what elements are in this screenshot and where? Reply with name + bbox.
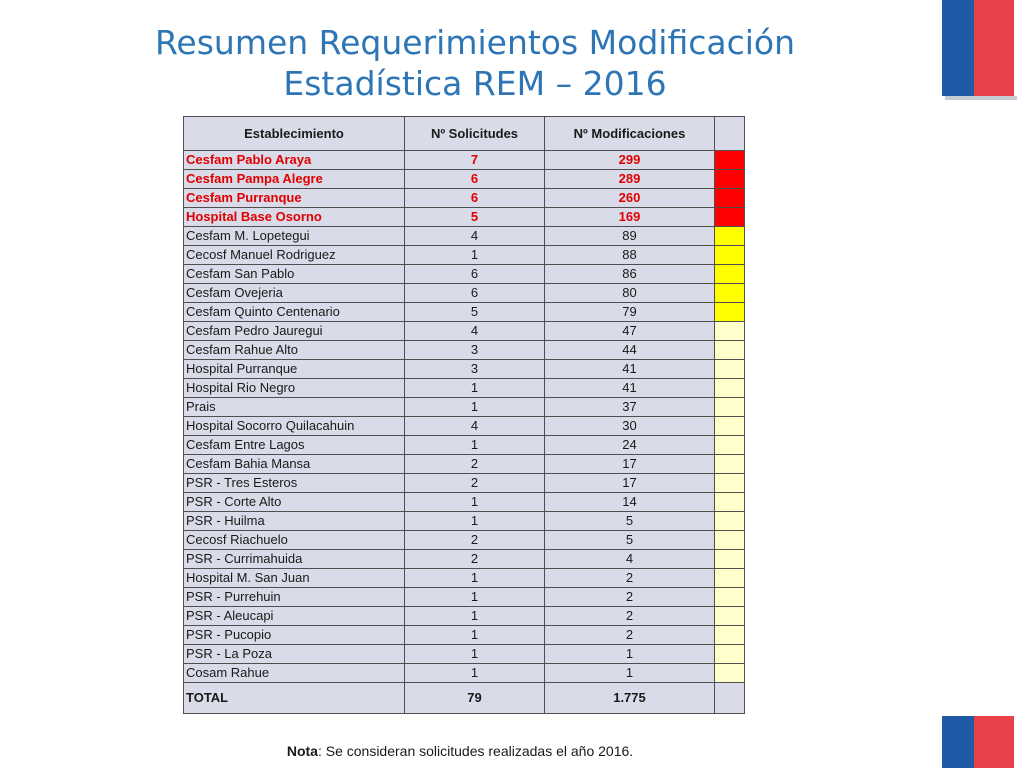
- level-indicator-cell: [715, 360, 745, 379]
- level-indicator-cell: [715, 189, 745, 208]
- cell-establecimiento: Cosam Rahue: [184, 664, 405, 683]
- cell-establecimiento: Cesfam Ovejeria: [184, 284, 405, 303]
- cell-establecimiento: Cesfam Entre Lagos: [184, 436, 405, 455]
- slide-title: [0, 22, 950, 104]
- flag-decoration-bottom: [942, 716, 1014, 768]
- table-row: [184, 170, 745, 189]
- level-indicator-cell: [715, 151, 745, 170]
- level-indicator-cell: [715, 303, 745, 322]
- cell-modificaciones: 299: [545, 151, 715, 170]
- cell-modificaciones: 1: [545, 664, 715, 683]
- level-indicator-cell: [715, 227, 745, 246]
- level-indicator-cell: [715, 265, 745, 284]
- cell-modificaciones: 80: [545, 284, 715, 303]
- table-row: [184, 398, 745, 417]
- total-modificaciones: 1.775: [545, 683, 715, 714]
- table-row: [184, 626, 745, 645]
- cell-solicitudes: 4: [405, 322, 545, 341]
- cell-establecimiento: PSR - Purrehuin: [184, 588, 405, 607]
- cell-solicitudes: 1: [405, 607, 545, 626]
- cell-establecimiento: PSR - Aleucapi: [184, 607, 405, 626]
- cell-establecimiento: Prais: [184, 398, 405, 417]
- cell-solicitudes: 1: [405, 379, 545, 398]
- cell-establecimiento: Cesfam Pablo Araya: [184, 151, 405, 170]
- header-level: [715, 117, 745, 151]
- cell-solicitudes: 5: [405, 208, 545, 227]
- cell-modificaciones: 289: [545, 170, 715, 189]
- cell-establecimiento: Hospital M. San Juan: [184, 569, 405, 588]
- cell-establecimiento: Cesfam Pedro Jauregui: [184, 322, 405, 341]
- cell-modificaciones: 17: [545, 474, 715, 493]
- cell-modificaciones: 24: [545, 436, 715, 455]
- cell-solicitudes: 3: [405, 341, 545, 360]
- level-indicator-cell: [715, 322, 745, 341]
- cell-solicitudes: 4: [405, 227, 545, 246]
- cell-modificaciones: 86: [545, 265, 715, 284]
- total-level-cell: [715, 683, 745, 714]
- cell-solicitudes: 6: [405, 284, 545, 303]
- header-solicitudes: Nº Solicitudes: [405, 117, 545, 151]
- level-indicator-cell: [715, 379, 745, 398]
- cell-solicitudes: 1: [405, 569, 545, 588]
- table-row: [184, 417, 745, 436]
- table-row: [184, 208, 745, 227]
- cell-establecimiento: Cesfam Rahue Alto: [184, 341, 405, 360]
- cell-solicitudes: 3: [405, 360, 545, 379]
- level-indicator-cell: [715, 474, 745, 493]
- footnote-label: Nota: [286, 743, 318, 759]
- cell-modificaciones: 44: [545, 341, 715, 360]
- cell-establecimiento: Cesfam Bahia Mansa: [184, 455, 405, 474]
- total-row: [184, 683, 745, 714]
- cell-solicitudes: 1: [405, 512, 545, 531]
- cell-establecimiento: PSR - Tres Esteros: [184, 474, 405, 493]
- cell-solicitudes: 1: [405, 246, 545, 265]
- level-indicator-cell: [715, 664, 745, 683]
- cell-modificaciones: 41: [545, 360, 715, 379]
- table-row: [184, 303, 745, 322]
- level-indicator-cell: [715, 455, 745, 474]
- cell-modificaciones: 1: [545, 645, 715, 664]
- title-line-1: Resumen Requerimientos Modificación: [154, 23, 796, 62]
- table-row: [184, 512, 745, 531]
- cell-modificaciones: 14: [545, 493, 715, 512]
- cell-solicitudes: 1: [405, 436, 545, 455]
- table-row: [184, 550, 745, 569]
- cell-solicitudes: 6: [405, 170, 545, 189]
- level-indicator-cell: [715, 550, 745, 569]
- cell-establecimiento: Cecosf Manuel Rodriguez: [184, 246, 405, 265]
- cell-establecimiento: Cecosf Riachuelo: [184, 531, 405, 550]
- table-row: [184, 322, 745, 341]
- cell-modificaciones: 2: [545, 607, 715, 626]
- table-header-row: [184, 117, 745, 151]
- cell-solicitudes: 1: [405, 493, 545, 512]
- cell-modificaciones: 37: [545, 398, 715, 417]
- level-indicator-cell: [715, 284, 745, 303]
- footnote: [0, 743, 920, 759]
- cell-establecimiento: PSR - Pucopio: [184, 626, 405, 645]
- level-indicator-cell: [715, 588, 745, 607]
- table-row: [184, 645, 745, 664]
- cell-establecimiento: PSR - Currimahuida: [184, 550, 405, 569]
- header-modificaciones: Nº Modificaciones: [545, 117, 715, 151]
- table-row: [184, 360, 745, 379]
- cell-establecimiento: Hospital Socorro Quilacahuin: [184, 417, 405, 436]
- level-indicator-cell: [715, 417, 745, 436]
- cell-establecimiento: Cesfam Purranque: [184, 189, 405, 208]
- summary-table: [183, 116, 745, 714]
- cell-solicitudes: 2: [405, 550, 545, 569]
- cell-solicitudes: 2: [405, 531, 545, 550]
- cell-modificaciones: 2: [545, 626, 715, 645]
- cell-establecimiento: Hospital Base Osorno: [184, 208, 405, 227]
- table-row: [184, 189, 745, 208]
- total-label: TOTAL: [184, 683, 405, 714]
- cell-solicitudes: 1: [405, 645, 545, 664]
- level-indicator-cell: [715, 531, 745, 550]
- cell-solicitudes: 1: [405, 588, 545, 607]
- cell-establecimiento: PSR - La Poza: [184, 645, 405, 664]
- cell-modificaciones: 4: [545, 550, 715, 569]
- cell-solicitudes: 1: [405, 398, 545, 417]
- level-indicator-cell: [715, 398, 745, 417]
- cell-modificaciones: 169: [545, 208, 715, 227]
- table-row: [184, 607, 745, 626]
- cell-solicitudes: 6: [405, 189, 545, 208]
- cell-modificaciones: 5: [545, 512, 715, 531]
- table-row: [184, 151, 745, 170]
- cell-establecimiento: Hospital Purranque: [184, 360, 405, 379]
- level-indicator-cell: [715, 493, 745, 512]
- cell-modificaciones: 30: [545, 417, 715, 436]
- cell-solicitudes: 6: [405, 265, 545, 284]
- cell-establecimiento: Cesfam M. Lopetegui: [184, 227, 405, 246]
- cell-modificaciones: 2: [545, 588, 715, 607]
- table-row: [184, 569, 745, 588]
- cell-modificaciones: 2: [545, 569, 715, 588]
- flag-decoration-top: [942, 0, 1014, 96]
- cell-modificaciones: 41: [545, 379, 715, 398]
- header-establecimiento: Establecimiento: [184, 117, 405, 151]
- table-row: [184, 588, 745, 607]
- table-row: [184, 664, 745, 683]
- cell-establecimiento: Cesfam Pampa Alegre: [184, 170, 405, 189]
- level-indicator-cell: [715, 341, 745, 360]
- table-row: [184, 493, 745, 512]
- cell-modificaciones: 79: [545, 303, 715, 322]
- table-row: [184, 531, 745, 550]
- cell-solicitudes: 1: [405, 626, 545, 645]
- table-row: [184, 284, 745, 303]
- cell-establecimiento: PSR - Corte Alto: [184, 493, 405, 512]
- cell-modificaciones: 47: [545, 322, 715, 341]
- level-indicator-cell: [715, 208, 745, 227]
- cell-modificaciones: 260: [545, 189, 715, 208]
- cell-establecimiento: Hospital Rio Negro: [184, 379, 405, 398]
- footnote-text: : Se consideran solicitudes realizadas el año 2016.: [317, 743, 634, 759]
- cell-modificaciones: 88: [545, 246, 715, 265]
- table-row: [184, 265, 745, 284]
- cell-modificaciones: 89: [545, 227, 715, 246]
- level-indicator-cell: [715, 170, 745, 189]
- cell-solicitudes: 5: [405, 303, 545, 322]
- cell-modificaciones: 5: [545, 531, 715, 550]
- cell-solicitudes: 7: [405, 151, 545, 170]
- cell-establecimiento: Cesfam San Pablo: [184, 265, 405, 284]
- cell-establecimiento: Cesfam Quinto Centenario: [184, 303, 405, 322]
- level-indicator-cell: [715, 626, 745, 645]
- title-line-2: Estadística REM – 2016: [283, 64, 667, 103]
- table-row: [184, 436, 745, 455]
- level-indicator-cell: [715, 569, 745, 588]
- cell-solicitudes: 4: [405, 417, 545, 436]
- cell-solicitudes: 2: [405, 455, 545, 474]
- level-indicator-cell: [715, 512, 745, 531]
- level-indicator-cell: [715, 607, 745, 626]
- level-indicator-cell: [715, 645, 745, 664]
- table-row: [184, 455, 745, 474]
- table-row: [184, 379, 745, 398]
- table-row: [184, 246, 745, 265]
- level-indicator-cell: [715, 246, 745, 265]
- total-solicitudes: 79: [405, 683, 545, 714]
- table-row: [184, 474, 745, 493]
- table-row: [184, 341, 745, 360]
- cell-modificaciones: 17: [545, 455, 715, 474]
- cell-solicitudes: 2: [405, 474, 545, 493]
- level-indicator-cell: [715, 436, 745, 455]
- cell-establecimiento: PSR - Huilma: [184, 512, 405, 531]
- cell-solicitudes: 1: [405, 664, 545, 683]
- table-row: [184, 227, 745, 246]
